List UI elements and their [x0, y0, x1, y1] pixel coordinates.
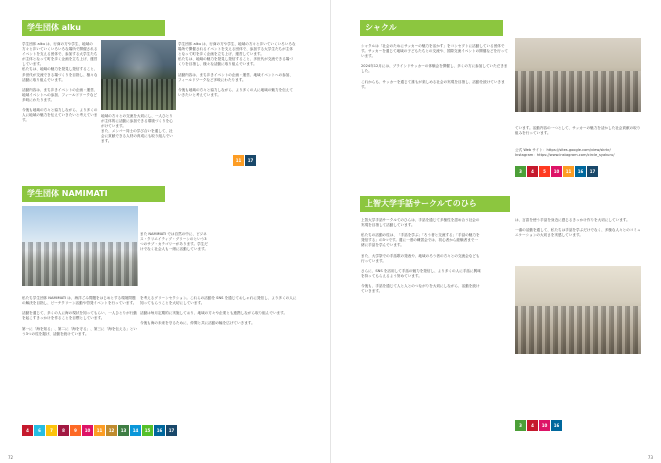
shuwa-body-right: は、言語を使う手話を身近に感じるきっかけ作りを大切にしています。 一番の活動を通して、私たちは手話を学ぶだけでなく、多様な人々とのコミュニケーションの大切さを実感しています。 [515, 218, 641, 238]
page-number-left: 72 [8, 455, 14, 460]
shakuru-sdg-icons [515, 166, 598, 177]
sdg-6-icon: 6 [34, 425, 45, 436]
sdg-10-icon: 10 [551, 166, 562, 177]
sdg-5-icon: 5 [539, 166, 550, 177]
sdg-4-icon: 4 [527, 420, 538, 431]
alku-body-text-2: 地域の方々との交流を大切にし、一人ひとりが主体的に活動に参加できる環境づくりを心がけています。 また、メンバー同士の学び合いを通して、社会に貢献できる人材の育成にも取り組んでいます。 [101, 114, 173, 144]
sdg-16-icon: 16 [575, 166, 586, 177]
shuwa-body-left: 上智大学手話サークルてのひらは、手話を通じて多様性を認め合う社会の実現を目指して活動しています。 私たちの活動の柱は、「手話を学ぶ」「ろう者と交流する」「手話の魅力を発信する」の3つです。週に一度の練習会では、初心者から経験者まで一緒に手話を学んでいます。 また、大学祭での手話歌の発表や、地域のろう者の方々との交流会なども行っています。 さらに、SNS を活用して手話の魅力を発信し、より多くの人に手話に興味を持ってもらえるよう努めています。 今後も、手話を通じて人と人とのつながりを大切にしながら、活動を続けていきます。 [361, 218, 481, 294]
sdg-17-icon: 17 [245, 155, 256, 166]
sdg-3-icon: 3 [515, 420, 526, 431]
right-page [331, 0, 661, 463]
sdg-7-icon: 7 [46, 425, 57, 436]
sdg-11-icon: 11 [94, 425, 105, 436]
shuwa-section-title: 上智大学手話サークルてのひら [360, 196, 510, 212]
shakuru-body-text: シャクルは「社会のためにサッカーの魅力を活かす」をコンセプトに活動している団体です。サッカーを通じて地域の子どもたちとの交流や、国際交流イベントの開催などを行っています。 2024年12月には、ブラインドサッカーの体験会を開催し、多くの方に参加していただきました。 これからも、サッカーを通じて誰もが楽しめる社会の実現を目指し、活動を続けていきます。 [361, 44, 508, 89]
sdg-10-icon: 10 [82, 425, 93, 436]
instagram-link[interactable]: https://www.instagram.com/circle_syakuru/ [536, 153, 615, 158]
namimati-body-left: 私たち学生団体 NAMIMATI は、海洋ごみ問題をはじめとする環境問題の解決を目指し、ビーチクリーン活動や啓発イベントを行っています。 活動を通じて、多くの人に海の現状を知ってもらい、一人ひとりが行動を起こすきっかけを作ることを目標としています。 第一に「海を知る」、第二に「海を守る」、第三に「海を伝える」という3つの柱を掲げ、活動を続けています。 [22, 296, 137, 336]
instagram-label: Instagram： [515, 153, 537, 158]
namimati-side-text: また NAMIMATI では自然の中に、ビジネス・クリエイティブ・グリーンのという3つのサブ・カテゴリーがあります。学生だけでなく社会人も一緒に活動しています。 [140, 232, 208, 252]
alku-group-photo [101, 40, 176, 110]
namimati-beach-photo [22, 206, 138, 286]
web-link[interactable]: https://sites.google.com/view/skrkr/ [546, 148, 611, 152]
sdg-10-icon: 10 [539, 420, 550, 431]
web-label: 公式 Web サイト： [515, 148, 547, 152]
shakuru-side-text: ています。活動内容の一つとして、サッカーの魅力を活かした社会貢献の取り組みを行っています。 [515, 126, 641, 136]
sdg-16-icon: 16 [154, 425, 165, 436]
shuwa-group-photo [515, 266, 641, 354]
sdg-11-icon: 11 [563, 166, 574, 177]
sdg-12-icon: 12 [106, 425, 117, 436]
shakuru-group-photo [515, 38, 641, 112]
alku-sdg-icons [233, 155, 256, 166]
sdg-15-icon: 15 [142, 425, 153, 436]
alku-body-text: 学生団体 alku は、行商の方や学生、地域の方々と歩いていくいろいろな場所で開催されるイベントを支える団体で、参加する大学生たちが主体となって町を歩く企画を立ち上げ、運営しています。 私たちは、地域の魅力を発見し発信すること、多世代が交流できる場づくりを目指し、様々な活動に取り組んでいます。 活動内容は、まち歩きイベントの企画・運営、地域イベントへの参加、フィールドワークなど多岐にわたります。 今後も地域の方々と協力しながら、より多くの人に地域の魅力を伝えていきたいと考えています。 [22, 42, 98, 123]
sdg-17-icon: 17 [166, 425, 177, 436]
namimati-section-title: 学生団体 NAMIMATI [22, 186, 165, 202]
left-page [0, 0, 330, 463]
sdg-3-icon: 3 [515, 166, 526, 177]
shakuru-section-title: シャクル [360, 20, 503, 36]
sdg-4-icon: 4 [527, 166, 538, 177]
page-number-right: 73 [647, 455, 653, 460]
sdg-8-icon: 8 [58, 425, 69, 436]
alku-body-text-right: 学生団体 alku は、行商の方や学生、地域の方々と歩いていくいろいろな場所で開催されるイベントを支える団体で、参加する大学生たちが主体となって町を歩く企画を立ち上げ、運営しています。 私たちは、地域の魅力を発見し発信すること、多世代が交流できる場づくりを目指し、様々な活動に取り組んでいます。 活動内容は、まち歩きイベントの企画・運営、地域イベントへの参加、フィールドワークなど多岐にわたります。 今後も地域の方々と協力しながら、より多くの人に地域の魅力を伝えていきたいと考えています。 [178, 42, 296, 97]
sdg-17-icon: 17 [587, 166, 598, 177]
sdg-11-icon: 11 [233, 155, 244, 166]
sdg-16-icon: 16 [551, 420, 562, 431]
sdg-9-icon: 9 [70, 425, 81, 436]
alku-section-title: 学生団体 alku [22, 20, 165, 36]
namimati-sdg-icons [22, 425, 182, 436]
sdg-13-icon: 13 [118, 425, 129, 436]
sdg-4-icon: 4 [22, 425, 33, 436]
shakuru-links [515, 148, 641, 158]
shuwa-sdg-icons [515, 420, 562, 431]
namimati-body-right: を考えるグリーンセクション。これらの活動を SNS を通じておしゃれに発信し、より多くの人に知ってもらうことを大切にしています。 活動は毎月定期的に実施しており、地域の方々や企業とも連携しながら取り組んでいます。 今後も海の未来を守るために、仲間と共に活動の輪を広げていきます。 [140, 296, 297, 326]
sdg-14-icon: 14 [130, 425, 141, 436]
